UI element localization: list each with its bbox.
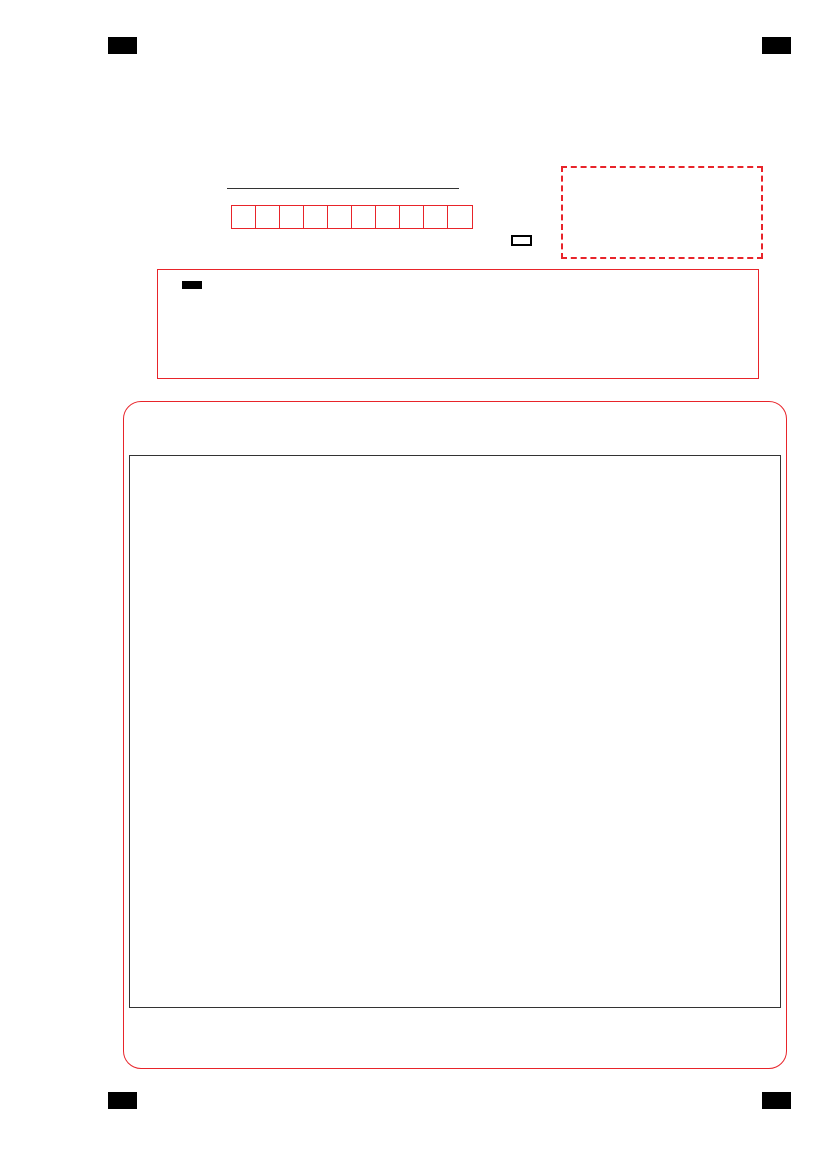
barcode-area	[561, 166, 763, 259]
instructions-box	[157, 269, 759, 379]
exam-id-digit-box[interactable]	[304, 206, 328, 228]
exam-id-digit-box[interactable]	[424, 206, 448, 228]
exam-id-digit-box[interactable]	[376, 206, 400, 228]
name-field[interactable]	[227, 188, 459, 189]
exam-id-digit-box[interactable]	[280, 206, 304, 228]
exam-id-digit-box[interactable]	[328, 206, 352, 228]
exam-id-digit-box[interactable]	[256, 206, 280, 228]
answer-area	[129, 455, 781, 1008]
instruction-item	[168, 276, 748, 294]
exam-id-boxes[interactable]	[231, 205, 473, 229]
exam-id-digit-box[interactable]	[352, 206, 376, 228]
corner-mark-bottom-right	[762, 1092, 791, 1109]
correct-fill-example	[182, 281, 202, 289]
corner-mark-bottom-left	[108, 1092, 137, 1109]
corner-mark-top-right	[762, 37, 791, 54]
corner-mark-top-left	[108, 37, 137, 54]
exam-id-digit-box[interactable]	[232, 206, 256, 228]
exam-id-digit-box[interactable]	[448, 206, 472, 228]
absent-checkbox[interactable]	[511, 235, 532, 246]
exam-id-digit-box[interactable]	[400, 206, 424, 228]
